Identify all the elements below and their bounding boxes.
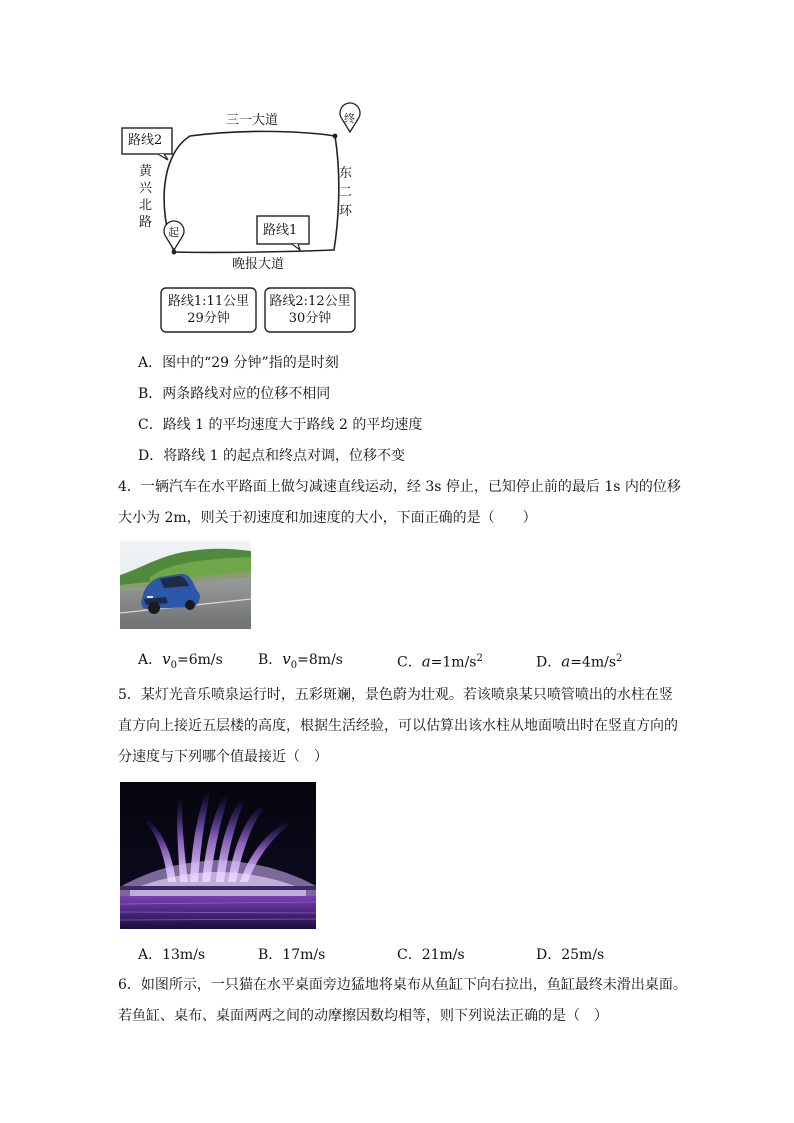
road-label-left xyxy=(139,163,153,231)
q4-option-c xyxy=(397,650,483,672)
q5-stem-line2: 直方向上接近五层楼的高度，根据生活经验，可以估算出该水柱从地面喷出时在竖直方向的 xyxy=(118,718,678,734)
q4-option-a-sub: 0 xyxy=(170,659,177,671)
q5-stem-line3: 分速度与下列哪个值最接近（ ） xyxy=(118,749,328,765)
q4-option-a xyxy=(138,650,223,675)
q4-option-d-var: a xyxy=(561,652,571,671)
q4-option-b-var: v xyxy=(282,650,291,668)
q4-stem-line1: 4．一辆汽车在水平路面上做匀减速直线运动，经 3s 停止，已知停止前的最后 1s 内的位移 xyxy=(118,479,681,495)
road-left-char: 黄 xyxy=(139,164,153,179)
road-right-char: 环 xyxy=(339,204,353,219)
route1-label: 路线1 xyxy=(263,223,298,238)
q4-option-b-sub: 0 xyxy=(290,659,298,671)
q4-option-c-sup: 2 xyxy=(476,653,483,664)
end-marker-label: 终 xyxy=(344,112,355,125)
q4-option-a-value: =6m/s xyxy=(176,652,223,668)
road-loop xyxy=(164,131,339,252)
road-label-top: 三一大道 xyxy=(226,113,279,128)
road-left-char: 路 xyxy=(139,215,153,230)
q4-option-d-prefix: D． xyxy=(536,654,562,671)
road-right-char: 东 xyxy=(339,166,353,181)
car-photo xyxy=(120,541,251,629)
route2-label: 路线2 xyxy=(128,133,163,148)
road-left-char: 兴 xyxy=(139,181,153,196)
road-right-char: 二 xyxy=(339,185,353,200)
q3-option-b: B．两条路线对应的位移不相同 xyxy=(138,386,331,402)
q4-option-a-prefix: A． xyxy=(138,652,163,668)
q4-option-c-var: a xyxy=(421,652,431,671)
q4-stem-line2: 大小为 2m，则关于初速度和加速度的大小，下面正确的是（ ） xyxy=(118,510,537,526)
q4-option-c-value: =1m/s xyxy=(430,654,477,671)
road-label-bottom: 晚报大道 xyxy=(232,257,285,272)
q5-option-b: B．17m/s xyxy=(258,947,326,963)
q4-option-b-value: =8m/s xyxy=(297,652,343,668)
route1-time: 29分钟 xyxy=(187,311,230,326)
q5-option-a: A．13m/s xyxy=(138,947,206,963)
road-left-char: 北 xyxy=(139,198,153,213)
q4-option-b xyxy=(258,650,343,675)
q5-option-d: D．25m/s xyxy=(536,947,605,963)
start-marker-label: 起 xyxy=(168,226,179,239)
q4-option-d-sup: 2 xyxy=(616,653,623,664)
route2-distance: 路线2:12公里 xyxy=(269,294,351,309)
q4-option-d-value: =4m/s xyxy=(570,654,617,671)
q4-option-d xyxy=(536,650,622,672)
route2-time: 30分钟 xyxy=(288,311,332,326)
q6-stem-line1: 6．如图所示，一只猫在水平桌面旁边猛地将桌布从鱼缸下向右拉出，鱼缸最终未滑出桌面。 xyxy=(118,977,687,993)
q3-option-c: C．路线 1 的平均速度大于路线 2 的平均速度 xyxy=(138,417,423,433)
q4-option-c-prefix: C． xyxy=(397,654,422,671)
fountain-photo xyxy=(120,782,316,929)
route2-info-text xyxy=(265,293,355,327)
q4-option-b-prefix: B． xyxy=(258,652,283,668)
q5-stem-line1: 5．某灯光音乐喷泉运行时，五彩斑斓，景色蔚为壮观。若该喷泉某只喷管喷出的水柱在竖 xyxy=(118,687,673,703)
route1-distance: 路线1:11公里 xyxy=(167,294,250,309)
q5-option-c: C．21m/s xyxy=(397,947,465,963)
route1-info-text xyxy=(161,293,256,327)
road-label-right xyxy=(339,164,353,221)
q3-option-d: D．将路线 1 的起点和终点对调，位移不变 xyxy=(138,448,406,464)
q6-stem-line2: 若鱼缸、桌布、桌面两两之间的动摩擦因数均相等，则下列说法正确的是（ ） xyxy=(118,1008,608,1024)
q3-option-a: A．图中的“29 分钟”指的是时刻 xyxy=(138,355,339,371)
q4-option-a-var: v xyxy=(162,650,171,668)
